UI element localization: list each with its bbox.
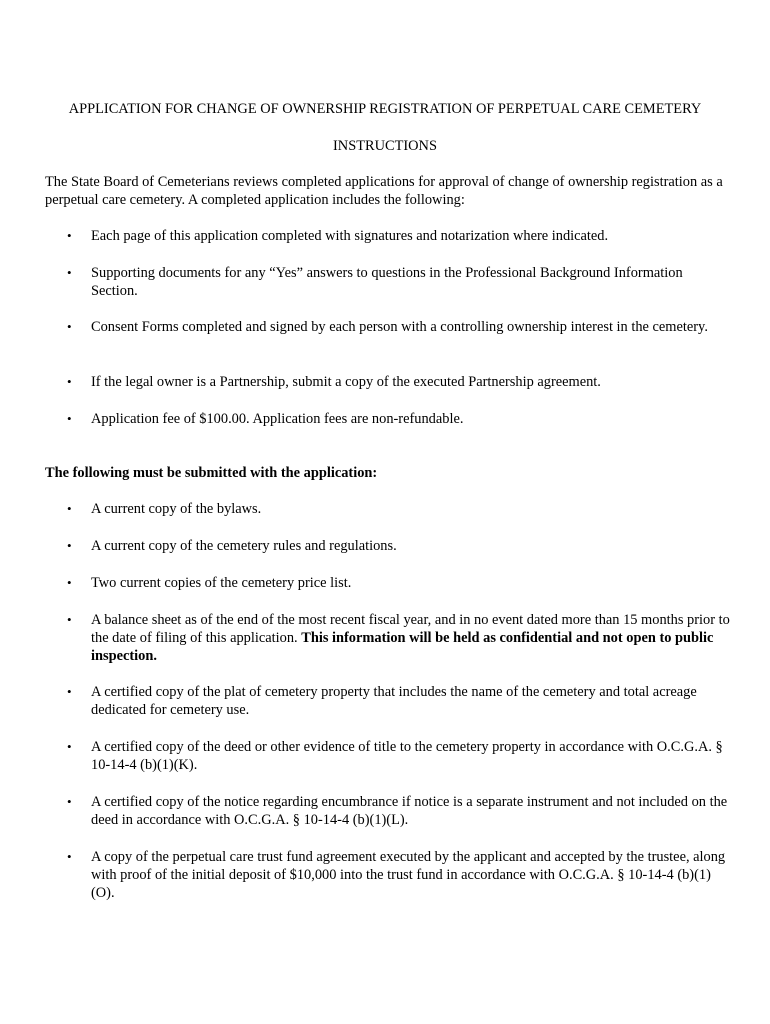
bullet-icon: •: [67, 612, 72, 627]
list-item: [67, 318, 731, 336]
bullet-icon: •: [67, 575, 72, 590]
list-item: [67, 537, 731, 555]
bullet-icon: •: [67, 265, 72, 280]
list-item-text: A copy of the perpetual care trust fund agreement executed by the applicant and accepted by the trustee, along with proof of the initial deposit of $10,000 into the trust fund in accordance with O.C.G.A. § 10-14-4 (b)(1)(O).: [91, 849, 726, 901]
list-item: [67, 227, 731, 245]
intro-paragraph: The State Board of Cemeterians reviews completed applications for approval of change of ownership registration as a perpetual care cemetery. A completed application includes the following:: [45, 174, 723, 208]
list-item-text: Each page of this application completed with signatures and notarization where indicated.: [91, 228, 609, 244]
list-item: [67, 683, 731, 719]
list-item: [67, 264, 731, 300]
confidential-notice: This information will be held as confidential and not open to public inspection.: [91, 630, 714, 664]
bullet-icon: •: [67, 319, 72, 334]
list-item: [67, 848, 731, 902]
list-item-text: Supporting documents for any “Yes” answers to questions in the Professional Background Information Section.: [91, 265, 683, 299]
list-item: [67, 738, 731, 774]
document-title: APPLICATION FOR CHANGE OF OWNERSHIP REGISTRATION OF PERPETUAL CARE CEMETERY: [68, 101, 702, 117]
list-item: [67, 574, 731, 592]
list-item-text: A certified copy of the notice regarding encumbrance if notice is a separate instrument and not included on the deed in accordance with O.C.G.A. § 10-14-4 (b)(1)(L).: [91, 794, 728, 828]
list-item-text: If the legal owner is a Partnership, submit a copy of the executed Partnership agreement.: [91, 374, 601, 390]
bullet-icon: •: [67, 374, 72, 389]
list-item: [67, 500, 731, 518]
list-item-text: A certified copy of the plat of cemetery property that includes the name of the cemetery and total acreage dedicated for cemetery use.: [91, 684, 697, 718]
instructions-heading: INSTRUCTIONS: [333, 138, 437, 154]
bullet-icon: •: [67, 849, 72, 864]
list-item-text: A certified copy of the deed or other evidence of title to the cemetery property in accordance with O.C.G.A. § 10-14-4 (b)(1)(K).: [91, 739, 723, 773]
list-item-text: Two current copies of the cemetery price list.: [91, 575, 352, 591]
list-item-text: Consent Forms completed and signed by each person with a controlling ownership interest in the cemetery.: [91, 319, 708, 335]
list-item: [67, 611, 731, 665]
list-item-text: Application fee of $100.00. Application fees are non-refundable.: [91, 411, 464, 427]
bullet-icon: •: [67, 228, 72, 243]
list-item: [67, 410, 731, 428]
bullet-icon: •: [67, 684, 72, 699]
bullet-icon: •: [67, 538, 72, 553]
list-item: [67, 793, 731, 829]
list-item-text: A balance sheet as of the end of the most recent fiscal year, and in no event dated more than 15 months prior to the date of filing of this application.: [91, 612, 730, 646]
bullet-icon: •: [67, 739, 72, 754]
list-item-text: A current copy of the cemetery rules and regulations.: [91, 538, 397, 554]
bullet-icon: •: [67, 411, 72, 426]
bullet-icon: •: [67, 501, 72, 516]
list-item-text: A current copy of the bylaws.: [91, 501, 262, 517]
submission-heading: The following must be submitted with the application:: [45, 465, 378, 481]
list-item: [67, 373, 731, 391]
bullet-icon: •: [67, 794, 72, 809]
